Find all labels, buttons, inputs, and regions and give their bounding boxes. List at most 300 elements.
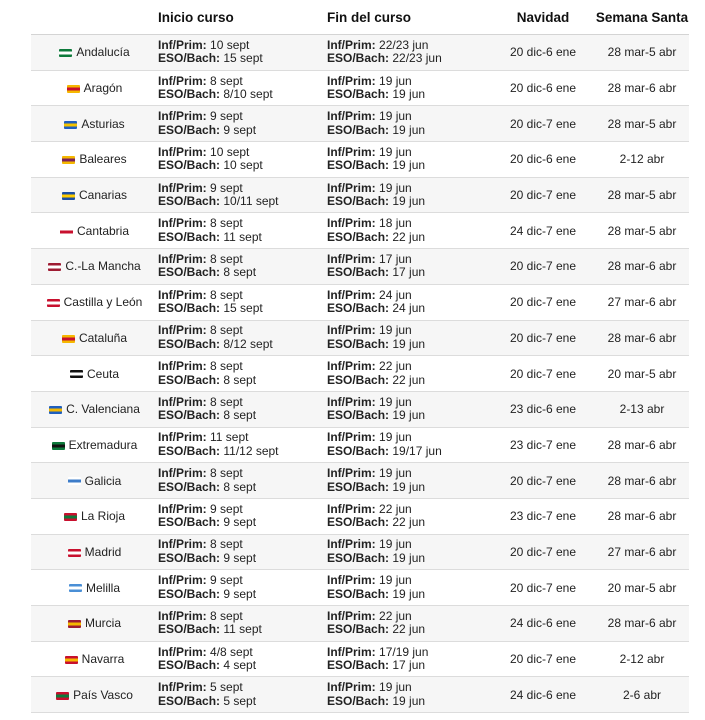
- table-row: [31, 391, 689, 427]
- navidad-cell: 20 dic-7 ene: [509, 116, 577, 131]
- eso-bach-value: 19 jun: [392, 408, 426, 423]
- eso-bach-label: ESO/Bach:: [158, 479, 221, 494]
- inf-prim-value: 8 sept: [210, 323, 243, 338]
- inf-prim-value: 19 jun: [379, 394, 412, 409]
- inicio-curso-cell: [158, 570, 327, 606]
- pais-vasco-flag-icon: [56, 692, 69, 700]
- eso-bach-label: ESO/Bach:: [327, 586, 390, 601]
- inicio-curso-cell: [158, 498, 327, 534]
- region-cell: [31, 641, 158, 677]
- table-row: [31, 249, 689, 285]
- table-row: [31, 142, 689, 178]
- extremadura-flag-icon: [52, 442, 65, 450]
- andalucia-flag-icon: [59, 49, 72, 57]
- inf-prim-label: Inf/Prim:: [158, 573, 207, 588]
- melilla-flag-icon: [69, 584, 82, 592]
- inf-prim-label: Inf/Prim:: [327, 109, 376, 124]
- inf-prim-label: Inf/Prim:: [327, 180, 376, 195]
- navidad-cell: 23 dic-7 ene: [509, 437, 577, 452]
- galicia-flag-icon: [68, 477, 81, 485]
- eso-bach-value: 22 jun: [392, 372, 426, 387]
- eso-bach-value: 19 jun: [392, 693, 426, 708]
- semana-santa-cell: 28 mar-5 abr: [607, 116, 677, 131]
- region-name: Canarias: [78, 188, 128, 203]
- eso-bach-value: 19 jun: [392, 586, 426, 601]
- semana-santa-cell: 28 mar-6 abr: [607, 437, 677, 452]
- inf-prim-value: 8 sept: [210, 608, 243, 623]
- region-name: Andalucía: [76, 45, 130, 60]
- fin-curso-cell: [327, 641, 491, 677]
- region-cell: [31, 284, 158, 320]
- eso-bach-label: ESO/Bach:: [158, 194, 221, 209]
- region-cell: [31, 35, 158, 71]
- region-cell: [31, 427, 158, 463]
- eso-bach-label: ESO/Bach:: [327, 622, 390, 637]
- inf-prim-value: 19 jun: [379, 573, 412, 588]
- navidad-cell: 20 dic-7 ene: [509, 473, 577, 488]
- navidad-cell: 23 dic-6 ene: [509, 402, 577, 417]
- eso-bach-label: ESO/Bach:: [327, 265, 390, 280]
- fin-curso-cell: [327, 534, 491, 570]
- inf-prim-value: 24 jun: [379, 287, 412, 302]
- la-rioja-flag-icon: [64, 513, 77, 521]
- table-row: [31, 284, 689, 320]
- inf-prim-value: 5 sept: [210, 680, 243, 695]
- eso-bach-value: 8/10 sept: [223, 87, 273, 102]
- region-cell: [31, 356, 158, 392]
- castilla-la-mancha-flag-icon: [48, 263, 61, 271]
- madrid-flag-icon: [68, 549, 81, 557]
- inf-prim-value: 19 jun: [379, 323, 412, 338]
- eso-bach-value: 19/17 jun: [392, 443, 442, 458]
- inf-prim-label: Inf/Prim:: [158, 394, 207, 409]
- table-row: [31, 35, 689, 71]
- fin-curso-cell: [327, 106, 491, 142]
- eso-bach-value: 9 sept: [223, 550, 257, 565]
- fin-curso-cell: [327, 356, 491, 392]
- navidad-cell: 20 dic-7 ene: [509, 366, 577, 381]
- eso-bach-value: 19 jun: [392, 550, 426, 565]
- inf-prim-value: 9 sept: [210, 109, 243, 124]
- inf-prim-label: Inf/Prim:: [327, 73, 376, 88]
- eso-bach-label: ESO/Bach:: [158, 265, 221, 280]
- eso-bach-label: ESO/Bach:: [158, 658, 221, 673]
- inicio-curso-cell: [158, 391, 327, 427]
- asturias-flag-icon: [64, 121, 77, 129]
- semana-santa-cell: 27 mar-6 abr: [607, 544, 677, 559]
- region-name: La Rioja: [80, 509, 126, 524]
- inf-prim-value: 8 sept: [210, 359, 243, 374]
- semana-santa-cell: 20 mar-5 abr: [607, 580, 677, 595]
- inf-prim-label: Inf/Prim:: [158, 37, 207, 52]
- eso-bach-label: ESO/Bach:: [327, 479, 390, 494]
- eso-bach-value: 19 jun: [392, 336, 426, 351]
- region-name: Castilla y León: [63, 295, 143, 310]
- inf-prim-value: 8 sept: [210, 537, 243, 552]
- navidad-cell: 20 dic-7 ene: [509, 580, 577, 595]
- table-row: [31, 641, 689, 677]
- navidad-cell: 23 dic-7 ene: [509, 509, 577, 524]
- eso-bach-value: 9 sept: [223, 122, 257, 137]
- table-row: [31, 70, 689, 106]
- inf-prim-label: Inf/Prim:: [158, 251, 207, 266]
- region-name: País Vasco: [73, 687, 133, 702]
- fin-curso-cell: [327, 606, 491, 642]
- navidad-cell: 20 dic-7 ene: [509, 652, 577, 667]
- navidad-cell: 20 dic-6 ene: [509, 81, 577, 96]
- inf-prim-label: Inf/Prim:: [158, 287, 207, 302]
- fin-curso-cell: [327, 177, 491, 213]
- inicio-curso-cell: [158, 249, 327, 285]
- region-cell: [31, 534, 158, 570]
- region-cell: [31, 142, 158, 178]
- inicio-curso-cell: [158, 641, 327, 677]
- inf-prim-label: Inf/Prim:: [327, 466, 376, 481]
- eso-bach-label: ESO/Bach:: [158, 515, 221, 530]
- semana-santa-cell: 28 mar-5 abr: [607, 45, 677, 60]
- table-body: [31, 35, 689, 713]
- eso-bach-label: ESO/Bach:: [327, 372, 390, 387]
- eso-bach-value: 8/12 sept: [223, 336, 273, 351]
- eso-bach-label: ESO/Bach:: [158, 229, 221, 244]
- inicio-curso-cell: [158, 320, 327, 356]
- fin-curso-cell: [327, 249, 491, 285]
- inf-prim-label: Inf/Prim:: [158, 73, 207, 88]
- inicio-curso-cell: [158, 284, 327, 320]
- murcia-flag-icon: [68, 620, 81, 628]
- inf-prim-label: Inf/Prim:: [158, 323, 207, 338]
- inf-prim-value: 8 sept: [210, 466, 243, 481]
- navidad-cell: 20 dic-6 ene: [509, 152, 577, 167]
- eso-bach-label: ESO/Bach:: [327, 301, 390, 316]
- inf-prim-value: 9 sept: [210, 573, 243, 588]
- eso-bach-value: 15 sept: [223, 51, 263, 66]
- region-name: Asturias: [81, 116, 125, 131]
- inf-prim-label: Inf/Prim:: [158, 109, 207, 124]
- baleares-flag-icon: [62, 156, 75, 164]
- inf-prim-label: Inf/Prim:: [327, 394, 376, 409]
- inicio-curso-cell: [158, 356, 327, 392]
- inf-prim-value: 11 sept: [210, 430, 249, 445]
- inicio-curso-cell: [158, 177, 327, 213]
- semana-santa-cell: 28 mar-6 abr: [607, 473, 677, 488]
- navidad-cell: 20 dic-6 ene: [509, 45, 577, 60]
- inf-prim-value: 19 jun: [379, 680, 412, 695]
- eso-bach-value: 8 sept: [223, 372, 257, 387]
- eso-bach-value: 5 sept: [223, 693, 257, 708]
- eso-bach-value: 9 sept: [223, 586, 257, 601]
- eso-bach-label: ESO/Bach:: [327, 336, 390, 351]
- table-row: [31, 463, 689, 499]
- inf-prim-label: Inf/Prim:: [158, 430, 207, 445]
- table-row: [31, 213, 689, 249]
- eso-bach-label: ESO/Bach:: [327, 229, 390, 244]
- eso-bach-label: ESO/Bach:: [327, 515, 390, 530]
- fin-curso-cell: [327, 142, 491, 178]
- semana-santa-cell: 2-13 abr: [619, 402, 665, 417]
- semana-santa-cell: 28 mar-6 abr: [607, 509, 677, 524]
- inf-prim-value: 8 sept: [210, 394, 243, 409]
- cataluna-flag-icon: [62, 335, 75, 343]
- inf-prim-value: 19 jun: [379, 73, 412, 88]
- inicio-curso-cell: [158, 427, 327, 463]
- semana-santa-cell: 27 mar-6 abr: [607, 295, 677, 310]
- region-cell: [31, 463, 158, 499]
- inf-prim-label: Inf/Prim:: [158, 180, 207, 195]
- eso-bach-label: ESO/Bach:: [158, 622, 221, 637]
- inf-prim-value: 9 sept: [210, 180, 243, 195]
- navidad-cell: 20 dic-7 ene: [509, 330, 577, 345]
- table-row: [31, 498, 689, 534]
- eso-bach-value: 11/12 sept: [223, 443, 279, 458]
- eso-bach-value: 10 sept: [223, 158, 263, 173]
- eso-bach-label: ESO/Bach:: [327, 658, 390, 673]
- table-row: [31, 106, 689, 142]
- region-name: Cantabria: [76, 223, 130, 238]
- inicio-curso-cell: [158, 142, 327, 178]
- region-cell: [31, 498, 158, 534]
- inf-prim-label: Inf/Prim:: [327, 573, 376, 588]
- eso-bach-label: ESO/Bach:: [158, 336, 221, 351]
- eso-bach-value: 22 jun: [392, 229, 426, 244]
- eso-bach-label: ESO/Bach:: [327, 693, 390, 708]
- inf-prim-label: Inf/Prim:: [327, 680, 376, 695]
- table-row: [31, 427, 689, 463]
- inf-prim-label: Inf/Prim:: [158, 216, 207, 231]
- inf-prim-label: Inf/Prim:: [158, 359, 207, 374]
- inicio-curso-cell: [158, 213, 327, 249]
- inf-prim-value: 18 jun: [379, 216, 412, 231]
- region-name: Extremadura: [68, 437, 138, 452]
- table-row: [31, 570, 689, 606]
- fin-curso-cell: [327, 570, 491, 606]
- eso-bach-label: ESO/Bach:: [327, 158, 390, 173]
- eso-bach-value: 19 jun: [392, 479, 426, 494]
- eso-bach-label: ESO/Bach:: [158, 586, 221, 601]
- semana-santa-cell: 28 mar-5 abr: [607, 188, 677, 203]
- inf-prim-label: Inf/Prim:: [327, 323, 376, 338]
- fin-curso-cell: [327, 320, 491, 356]
- fin-curso-cell: [327, 498, 491, 534]
- eso-bach-value: 19 jun: [392, 87, 426, 102]
- eso-bach-label: ESO/Bach:: [158, 550, 221, 565]
- eso-bach-value: 4 sept: [223, 658, 257, 673]
- inf-prim-label: Inf/Prim:: [327, 501, 376, 516]
- fin-curso-cell: [327, 677, 491, 713]
- eso-bach-label: ESO/Bach:: [158, 158, 221, 173]
- eso-bach-value: 11 sept: [223, 622, 262, 637]
- eso-bach-label: ESO/Bach:: [327, 51, 390, 66]
- eso-bach-label: ESO/Bach:: [158, 51, 221, 66]
- eso-bach-label: ESO/Bach:: [158, 301, 221, 316]
- semana-santa-cell: 28 mar-6 abr: [607, 616, 677, 631]
- region-cell: [31, 177, 158, 213]
- inf-prim-label: Inf/Prim:: [327, 287, 376, 302]
- eso-bach-value: 24 jun: [392, 301, 426, 316]
- inf-prim-value: 19 jun: [379, 180, 412, 195]
- region-name: C.-La Mancha: [65, 259, 141, 274]
- table-row: [31, 677, 689, 713]
- inf-prim-label: Inf/Prim:: [158, 466, 207, 481]
- eso-bach-value: 19 jun: [392, 122, 426, 137]
- inf-prim-label: Inf/Prim:: [158, 501, 207, 516]
- inf-prim-value: 9 sept: [210, 501, 243, 516]
- eso-bach-value: 22/23 jun: [392, 51, 442, 66]
- inicio-curso-cell: [158, 106, 327, 142]
- inf-prim-value: 19 jun: [379, 109, 412, 124]
- inf-prim-value: 22/23 jun: [379, 37, 429, 52]
- region-cell: [31, 70, 158, 106]
- semana-santa-cell: 2-6 abr: [622, 687, 662, 702]
- region-name: Aragón: [83, 81, 123, 96]
- region-name: Murcia: [84, 616, 121, 631]
- fin-curso-cell: [327, 284, 491, 320]
- header-semana-santa: Semana Santa: [595, 9, 689, 25]
- inicio-curso-cell: [158, 534, 327, 570]
- eso-bach-value: 10/11 sept: [223, 194, 279, 209]
- inf-prim-value: 10 sept: [210, 144, 250, 159]
- eso-bach-label: ESO/Bach:: [327, 408, 390, 423]
- fin-curso-cell: [327, 70, 491, 106]
- inicio-curso-cell: [158, 677, 327, 713]
- region-name: C. Valenciana: [66, 402, 140, 417]
- eso-bach-value: 11 sept: [223, 229, 262, 244]
- eso-bach-label: ESO/Bach:: [158, 87, 221, 102]
- eso-bach-value: 17 jun: [392, 658, 426, 673]
- inf-prim-label: Inf/Prim:: [327, 144, 376, 159]
- inf-prim-label: Inf/Prim:: [327, 37, 376, 52]
- semana-santa-cell: 28 mar-6 abr: [607, 259, 677, 274]
- inicio-curso-cell: [158, 463, 327, 499]
- semana-santa-cell: 28 mar-5 abr: [607, 223, 677, 238]
- school-calendar-table: [31, 0, 689, 713]
- navidad-cell: 24 dic-6 ene: [509, 616, 577, 631]
- inf-prim-value: 19 jun: [379, 430, 412, 445]
- header-region: [31, 0, 158, 35]
- fin-curso-cell: [327, 391, 491, 427]
- region-cell: [31, 106, 158, 142]
- inf-prim-label: Inf/Prim:: [158, 680, 207, 695]
- eso-bach-value: 22 jun: [392, 622, 426, 637]
- region-name: Melilla: [85, 580, 120, 595]
- inf-prim-value: 8 sept: [210, 251, 243, 266]
- inf-prim-label: Inf/Prim:: [327, 430, 376, 445]
- inf-prim-value: 19 jun: [379, 537, 412, 552]
- navidad-cell: 20 dic-7 ene: [509, 259, 577, 274]
- eso-bach-value: 17 jun: [392, 265, 426, 280]
- eso-bach-label: ESO/Bach:: [158, 693, 221, 708]
- table-row: [31, 606, 689, 642]
- table-row: [31, 177, 689, 213]
- inf-prim-label: Inf/Prim:: [327, 251, 376, 266]
- inf-prim-value: 8 sept: [210, 287, 243, 302]
- table-row: [31, 534, 689, 570]
- eso-bach-label: ESO/Bach:: [158, 443, 221, 458]
- eso-bach-label: ESO/Bach:: [327, 87, 390, 102]
- region-name: Navarra: [81, 652, 125, 667]
- navidad-cell: 24 dic-7 ene: [509, 223, 577, 238]
- inf-prim-label: Inf/Prim:: [327, 644, 376, 659]
- table-row: [31, 320, 689, 356]
- inf-prim-label: Inf/Prim:: [327, 608, 376, 623]
- eso-bach-label: ESO/Bach:: [327, 550, 390, 565]
- eso-bach-value: 19 jun: [392, 194, 426, 209]
- inf-prim-value: 19 jun: [379, 144, 412, 159]
- table-row: [31, 356, 689, 392]
- semana-santa-cell: 2-12 abr: [619, 652, 665, 667]
- region-cell: [31, 391, 158, 427]
- header-row: [31, 0, 689, 35]
- semana-santa-cell: 28 mar-6 abr: [607, 81, 677, 96]
- eso-bach-label: ESO/Bach:: [327, 194, 390, 209]
- region-name: Ceuta: [86, 366, 120, 381]
- ceuta-flag-icon: [70, 370, 83, 378]
- region-name: Madrid: [84, 544, 122, 559]
- inf-prim-value: 19 jun: [379, 466, 412, 481]
- eso-bach-label: ESO/Bach:: [158, 372, 221, 387]
- navarra-flag-icon: [65, 656, 78, 664]
- eso-bach-value: 15 sept: [223, 301, 263, 316]
- eso-bach-value: 8 sept: [223, 479, 257, 494]
- region-name: Baleares: [79, 152, 127, 167]
- eso-bach-value: 8 sept: [223, 265, 257, 280]
- inf-prim-label: Inf/Prim:: [158, 144, 207, 159]
- navidad-cell: 20 dic-7 ene: [509, 188, 577, 203]
- inf-prim-value: 4/8 sept: [210, 644, 253, 659]
- canarias-flag-icon: [62, 192, 75, 200]
- eso-bach-label: ESO/Bach:: [158, 408, 221, 423]
- inf-prim-label: Inf/Prim:: [158, 644, 207, 659]
- region-name: Cataluña: [78, 330, 128, 345]
- inf-prim-value: 8 sept: [210, 73, 243, 88]
- header-navidad: Navidad: [516, 9, 570, 25]
- inf-prim-label: Inf/Prim:: [158, 537, 207, 552]
- inf-prim-value: 22 jun: [379, 608, 412, 623]
- eso-bach-label: ESO/Bach:: [158, 122, 221, 137]
- inf-prim-value: 8 sept: [210, 216, 243, 231]
- inicio-curso-cell: [158, 35, 327, 71]
- region-cell: [31, 570, 158, 606]
- inf-prim-label: Inf/Prim:: [158, 608, 207, 623]
- inf-prim-value: 17 jun: [379, 251, 412, 266]
- navidad-cell: 24 dic-6 ene: [509, 687, 577, 702]
- navidad-cell: 20 dic-7 ene: [509, 544, 577, 559]
- region-cell: [31, 677, 158, 713]
- castilla-y-leon-flag-icon: [47, 299, 60, 307]
- navidad-cell: 20 dic-7 ene: [509, 295, 577, 310]
- valenciana-flag-icon: [49, 406, 62, 414]
- eso-bach-value: 9 sept: [223, 515, 257, 530]
- region-cell: [31, 606, 158, 642]
- header-fin-curso: Fin del curso: [327, 9, 412, 25]
- region-cell: [31, 320, 158, 356]
- cantabria-flag-icon: [60, 228, 73, 236]
- fin-curso-cell: [327, 213, 491, 249]
- eso-bach-value: 19 jun: [392, 158, 426, 173]
- region-cell: [31, 213, 158, 249]
- fin-curso-cell: [327, 427, 491, 463]
- calendar-table-container: [31, 0, 689, 713]
- header-inicio-curso: Inicio curso: [158, 9, 234, 25]
- eso-bach-value: 8 sept: [223, 408, 257, 423]
- aragon-flag-icon: [67, 85, 80, 93]
- inf-prim-value: 17/19 jun: [379, 644, 429, 659]
- fin-curso-cell: [327, 35, 491, 71]
- inicio-curso-cell: [158, 70, 327, 106]
- semana-santa-cell: 20 mar-5 abr: [607, 366, 677, 381]
- fin-curso-cell: [327, 463, 491, 499]
- inicio-curso-cell: [158, 606, 327, 642]
